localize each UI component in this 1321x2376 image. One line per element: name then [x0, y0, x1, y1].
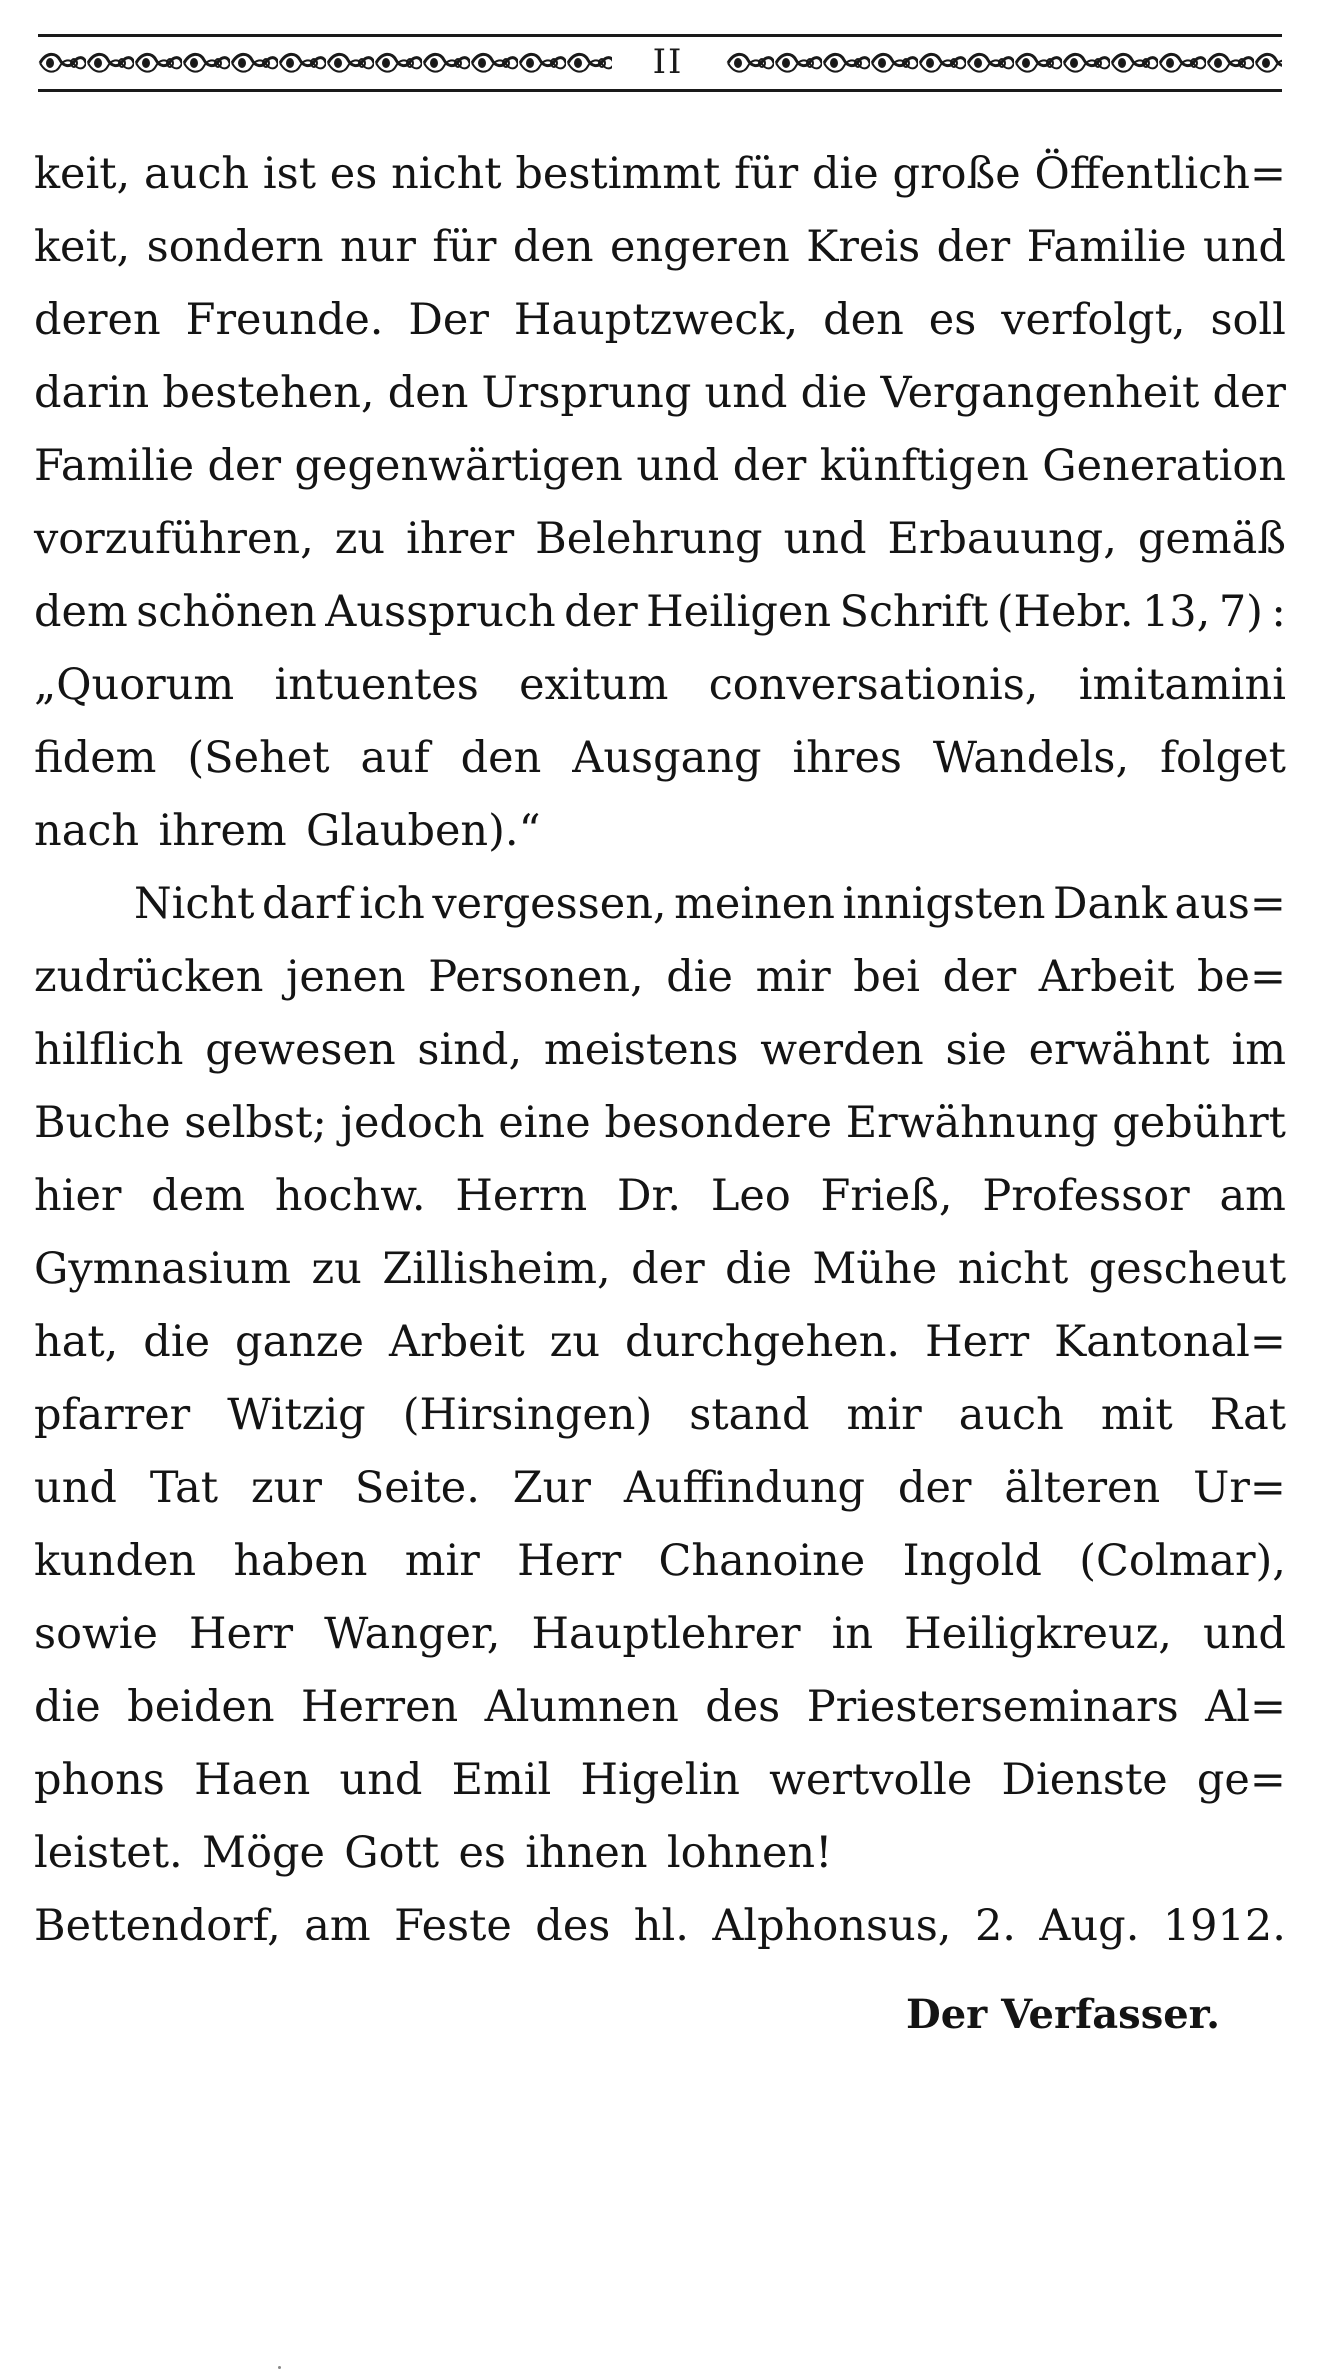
word: gebührt [1112, 1098, 1286, 1148]
word: Herr [189, 1609, 294, 1659]
word: Witzig [227, 1390, 366, 1440]
word: gegenwärtigen [294, 441, 623, 491]
word: 13, [1141, 587, 1211, 637]
word: ihrer [406, 514, 515, 564]
word: „Quorum [34, 660, 235, 710]
word: es [329, 149, 378, 199]
word: sind, [417, 1025, 523, 1075]
word: Vergangenheit [880, 368, 1200, 418]
word: auch [144, 149, 250, 199]
text-line [34, 1598, 1286, 1671]
word: Erbauung, [887, 514, 1117, 564]
word: Alumnen [484, 1682, 679, 1732]
word: ich [359, 879, 425, 929]
word: des [705, 1682, 781, 1732]
word: im [1231, 1025, 1286, 1075]
word: der [936, 222, 1011, 272]
word: (Hirsingen) [402, 1390, 653, 1440]
word: gemäß [1137, 514, 1286, 564]
word: Al= [1205, 1682, 1286, 1732]
word: gewesen [205, 1025, 396, 1075]
word: Mühe [812, 1244, 938, 1294]
header-top-rule [38, 34, 1282, 37]
print-speck [278, 2366, 281, 2369]
word: werden [760, 1025, 924, 1075]
word: den [387, 368, 469, 418]
text-line [34, 1306, 1286, 1379]
word: auch [958, 1390, 1064, 1440]
word: Priesterseminars [806, 1682, 1179, 1732]
word: Wanger, [324, 1609, 501, 1659]
word: be= [1196, 952, 1286, 1002]
word: meinen [674, 879, 835, 929]
word: die [800, 368, 868, 418]
word: es [928, 295, 977, 345]
word: hl. [633, 1901, 689, 1951]
word: am [1219, 1171, 1286, 1221]
word: Dank [1053, 879, 1167, 929]
word: Wandels, [932, 733, 1130, 783]
word: Hauptzweck, [513, 295, 799, 345]
word: zur [251, 1463, 322, 1513]
word: zu [334, 514, 386, 564]
word: Der [408, 295, 489, 345]
word: leistet. [34, 1828, 183, 1878]
word: sondern [146, 222, 324, 272]
word: Hauptlehrer [531, 1609, 801, 1659]
word: aus= [1174, 879, 1286, 929]
word: dem [151, 1171, 246, 1221]
word: Dr. [617, 1171, 681, 1221]
word: beiden [127, 1682, 275, 1732]
word: jedoch [340, 1098, 485, 1148]
word: Ausspruch [325, 587, 556, 637]
word: Generation [1042, 441, 1286, 491]
word: imitamini [1078, 660, 1286, 710]
word: engeren [610, 222, 790, 272]
word: Möge [202, 1828, 325, 1878]
word: vergessen, [432, 879, 667, 929]
word: Buche [34, 1098, 171, 1148]
word: für [432, 222, 497, 272]
word: die [143, 1317, 211, 1367]
word: der [732, 441, 807, 491]
word: mit [1100, 1390, 1173, 1440]
text-line [34, 503, 1286, 576]
word: intuentes [274, 660, 479, 710]
word: und [339, 1755, 423, 1805]
word: Gott [344, 1828, 440, 1878]
text-line [34, 941, 1286, 1014]
word: Kantonal= [1054, 1317, 1286, 1367]
word: ihnen [525, 1828, 648, 1878]
word: Alphonsus, [712, 1901, 952, 1951]
word: Professor [982, 1171, 1190, 1221]
text-line [34, 795, 1286, 868]
word: ganze [235, 1317, 365, 1367]
word: der [1212, 368, 1286, 418]
word: in [831, 1609, 874, 1659]
word: und [636, 441, 720, 491]
word: Ursprung [481, 368, 692, 418]
word: und [783, 514, 867, 564]
word: wertvolle [769, 1755, 973, 1805]
word: verfolgt, [1001, 295, 1186, 345]
word: Leo [710, 1171, 791, 1221]
word: nur [339, 222, 416, 272]
word: der [631, 1244, 705, 1294]
word: bei [853, 952, 921, 1002]
word: gescheut [1088, 1244, 1286, 1294]
word: zu [311, 1244, 362, 1294]
text-line [34, 1817, 1286, 1890]
word: Seite. [354, 1463, 480, 1513]
word: die [666, 952, 734, 1002]
body-text [34, 138, 1286, 1963]
text-line [34, 649, 1286, 722]
text-line [34, 1160, 1286, 1233]
word: Herren [301, 1682, 459, 1732]
word: ist [262, 149, 316, 199]
text-line [34, 868, 1286, 941]
word: älteren [1004, 1463, 1161, 1513]
word: Schrift [839, 587, 989, 637]
word: soll [1210, 295, 1286, 345]
page-number: II [652, 42, 684, 82]
word: exitum [519, 660, 669, 710]
word: kunden [34, 1536, 197, 1586]
word: Familie [34, 441, 195, 491]
word: große [892, 149, 1021, 199]
word: stand [689, 1390, 810, 1440]
word: sie [945, 1025, 1007, 1075]
word: den [823, 295, 904, 345]
word: darin [34, 368, 150, 418]
word: Heiligen [646, 587, 832, 637]
page-header [38, 34, 1282, 92]
word: 2. [974, 1901, 1016, 1951]
word: und [1203, 222, 1286, 272]
word: schönen [136, 587, 317, 637]
word: bestehen, [162, 368, 375, 418]
word: Emil [451, 1755, 552, 1805]
word: Haen [194, 1755, 311, 1805]
word: Dienste [1001, 1755, 1168, 1805]
text-line [34, 1525, 1286, 1598]
word: hier [34, 1171, 122, 1221]
word: (Sehet [187, 733, 330, 783]
word: es [458, 1828, 506, 1878]
word: Belehrung [535, 514, 763, 564]
word: ihres [792, 733, 902, 783]
text-line [34, 357, 1286, 430]
text-line [34, 1014, 1286, 1087]
word: Freunde. [185, 295, 384, 345]
word: meistens [543, 1025, 739, 1075]
word: künftigen [819, 441, 1029, 491]
word: den [512, 222, 594, 272]
word: mir [755, 952, 831, 1002]
text-line [34, 430, 1286, 503]
word: selbst; [184, 1098, 327, 1148]
word: haben [233, 1536, 368, 1586]
word: der [897, 1463, 972, 1513]
word: durchgehen. [625, 1317, 901, 1367]
word: nicht [391, 149, 502, 199]
word: ge= [1196, 1755, 1286, 1805]
text-line [34, 1890, 1286, 1963]
word: Herr [517, 1536, 622, 1586]
word: auf [360, 733, 430, 783]
word: dem [34, 587, 128, 637]
word: Ingold [902, 1536, 1042, 1586]
word: conversationis, [708, 660, 1039, 710]
text-line [34, 1379, 1286, 1452]
word: lohnen! [666, 1828, 833, 1878]
word: Zur [512, 1463, 591, 1513]
word: bestimmt [515, 149, 721, 199]
word: Erwähnung [845, 1098, 1099, 1148]
word: und [1203, 1609, 1286, 1659]
word: Familie [1026, 222, 1187, 272]
word: besondere [604, 1098, 833, 1148]
word: Feste [394, 1901, 512, 1951]
paragraph [34, 868, 1286, 1890]
word: (Colmar), [1079, 1536, 1286, 1586]
word: zudrücken [34, 952, 264, 1002]
word: hilflich [34, 1025, 184, 1075]
word: Arbeit [389, 1317, 525, 1367]
word: phons [34, 1755, 165, 1805]
header-bottom-rule [38, 89, 1282, 92]
word: pfarrer [34, 1390, 191, 1440]
word: deren [34, 295, 161, 345]
word: der [942, 952, 1017, 1002]
word: Higelin [580, 1755, 740, 1805]
word: für [734, 149, 799, 199]
word: keit, [34, 149, 131, 199]
text-line [34, 1087, 1286, 1160]
word: Herrn [455, 1171, 588, 1221]
text-line [34, 1671, 1286, 1744]
word: der [207, 441, 282, 491]
word: Ausgang [572, 733, 762, 783]
paragraph [34, 1890, 1286, 1963]
word: mir [404, 1536, 480, 1586]
text-line [34, 211, 1286, 284]
word: den [460, 733, 542, 783]
word: Heiligkreuz, [904, 1609, 1172, 1659]
paragraph [34, 138, 1286, 868]
word: Bettendorf, [34, 1901, 281, 1951]
word: Rat [1209, 1390, 1286, 1440]
word: Herr [925, 1317, 1030, 1367]
text-line [34, 138, 1286, 211]
word: eine [498, 1098, 591, 1148]
word: Chanoine [658, 1536, 866, 1586]
word: am [304, 1901, 371, 1951]
word: der [564, 587, 638, 637]
word: Frieß, [820, 1171, 953, 1221]
word: Gymnasium [34, 1244, 292, 1294]
word: nach [34, 806, 140, 856]
word: keit, [34, 222, 131, 272]
word: Kreis [806, 222, 921, 272]
word: hat, [34, 1317, 119, 1367]
ornament-border-right-icon [726, 48, 1282, 78]
author-signature: Der Verfasser. [906, 1991, 1220, 2038]
word: innigsten [842, 879, 1046, 929]
word: hochw. [274, 1171, 426, 1221]
word: mir [846, 1390, 922, 1440]
word: Ur= [1193, 1463, 1286, 1513]
text-line [34, 576, 1286, 649]
word: nicht [957, 1244, 1069, 1294]
text-line [34, 1452, 1286, 1525]
word: Zillisheim, [382, 1244, 611, 1294]
word: 7) [1218, 587, 1263, 637]
word: : [1271, 587, 1286, 637]
word: folget [1160, 733, 1286, 783]
word: Nicht [134, 879, 255, 929]
ornament-border-left-icon [38, 48, 612, 78]
word: Arbeit [1038, 952, 1175, 1002]
word: (Hebr. [996, 587, 1134, 637]
text-line [34, 284, 1286, 357]
word: die [812, 149, 879, 199]
word: erwähnt [1028, 1025, 1210, 1075]
word: fidem [34, 733, 157, 783]
word: 1912. [1162, 1901, 1286, 1951]
word: Personen, [428, 952, 644, 1002]
word: sowie [34, 1609, 158, 1659]
word: Auffindung [623, 1463, 866, 1513]
word: die [725, 1244, 792, 1294]
word: vorzuführen, [34, 514, 314, 564]
word: des [535, 1901, 611, 1951]
word: die [34, 1682, 101, 1732]
text-line [34, 722, 1286, 795]
text-line [34, 1744, 1286, 1817]
word: ihrem [158, 806, 287, 856]
word: Öffentlich= [1034, 149, 1286, 199]
word: und [34, 1463, 117, 1513]
word: Glauben).“ [306, 806, 541, 856]
word: und [704, 368, 788, 418]
word: Aug. [1039, 1901, 1140, 1951]
word: jenen [286, 952, 406, 1002]
word: Tat [149, 1463, 219, 1513]
word: zu [549, 1317, 601, 1367]
text-line [34, 1233, 1286, 1306]
word: darf [262, 879, 352, 929]
